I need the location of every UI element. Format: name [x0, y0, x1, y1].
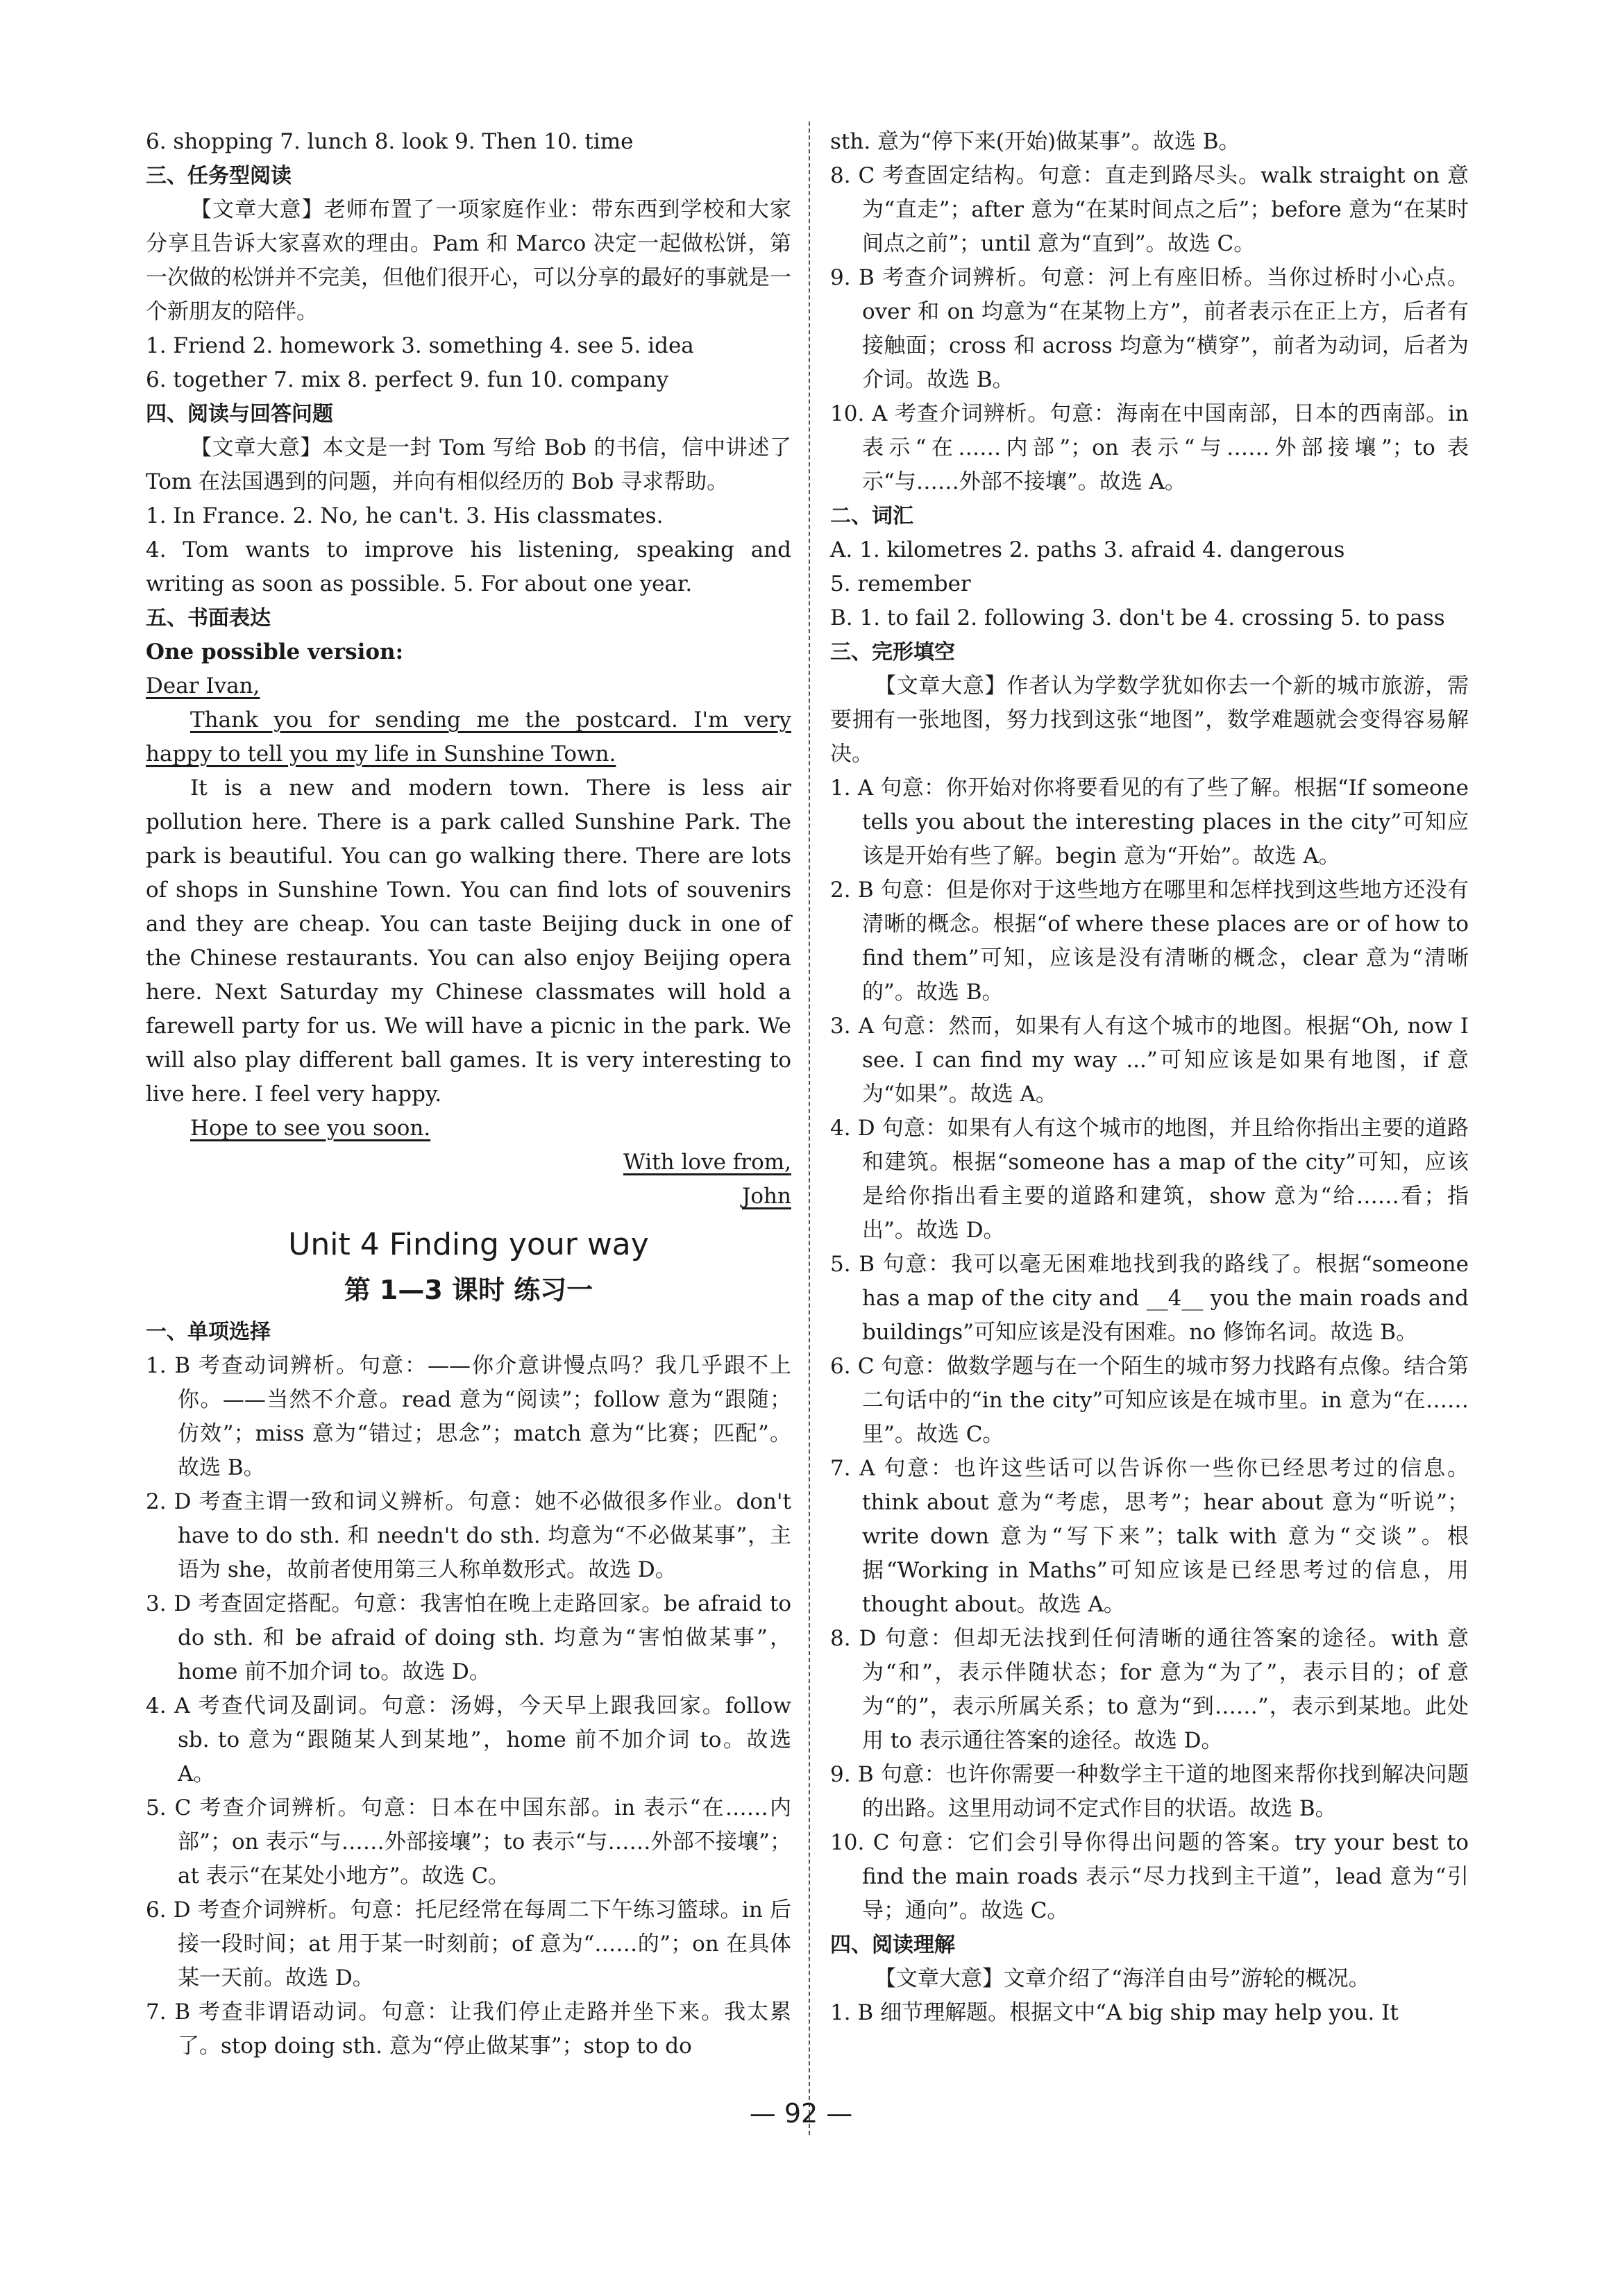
- text-line: 6. together 7. mix 8. perfect 9. fun 10. company: [146, 367, 669, 392]
- section-heading: 四、阅读与回答问题: [146, 402, 333, 426]
- text-line: John: [741, 1184, 791, 1209]
- text-line: 【文章大意】本文是一封 Tom 写给 Bob 的书信，信中讲述了 Tom 在法国遇到的问题，并向有相似经历的 Bob 寻求帮助。: [146, 435, 791, 494]
- text-line: 4. A 考查代词及副词。句意：汤姆，今天早上跟我回家。follow sb. to 意为“跟随某人到某地”，home 前不加介词 to。故选 A。: [146, 1693, 791, 1786]
- text-line: 1. Friend 2. homework 3. something 4. see 5. idea: [146, 333, 694, 358]
- text-line: 5. remember: [830, 571, 971, 596]
- left-column: [146, 125, 791, 2063]
- text-line: 7. B 考查非谓语动词。句意：让我们停止走路并坐下来。我太累了。stop doing sth. 意为“停止做某事”；stop to do: [146, 2000, 791, 2059]
- text-line: It is a new and modern town. There is less air pollution here. There is a park called Sunshine Park. The park is beautiful. You can go walking there. There are lots of shops in Sunshine Town. You can find lots of souvenirs and they are cheap. You can taste Beijing duck in one of the Chinese restaurants. You can also enjoy Beijing opera here. Next Saturday my Chinese classmates will hold a farewell party for us. We will have a picnic in the park. We will also play different ball games. It is very interesting to live here. I feel very happy.: [146, 776, 791, 1107]
- text-line: Hope to see you soon.: [190, 1116, 431, 1141]
- text-line: A. 1. kilometres 2. paths 3. afraid 4. dangerous: [830, 537, 1345, 562]
- section-heading: 二、词汇: [830, 504, 913, 528]
- text-line: 5. C 考查介词辨析。句意：日本在中国东部。in 表示“在……内部”；on 表示“与……外部接壤”；to 表示“与……外部不接壤”；at 表示“在某处小地方”。故选 C。: [146, 1795, 791, 1888]
- section-heading: 五、书面表达: [146, 606, 271, 630]
- text-line: 【文章大意】文章介绍了“海洋自由号”游轮的概况。: [875, 1966, 1370, 1991]
- text-line: 7. A 句意：也许这些话可以告诉你一些你已经思考过的信息。think about 意为“考虑，思考”；hear about 意为“听说”；write down 意为“写下来”；talk with 意为“交谈”。根据“Working in Maths”可知应该是已经思考过的信息，用 thought about。故选 A。: [830, 1456, 1469, 1617]
- text-line: 1. B 细节理解题。根据文中“A big ship may help you. It: [830, 2000, 1399, 2025]
- text-line: sth. 意为“停下来(开始)做某事”。故选 B。: [830, 129, 1240, 154]
- text-line: 4. D 句意：如果有人有这个城市的地图，并且给你指出主要的道路和建筑。根据“someone has a map of the city”可知，应该是给你指出看主要的道路和建筑，show 意为“给……看；指出”。故选 D。: [830, 1116, 1469, 1243]
- text-line: 1. A 句意：你开始对你将要看见的有了些了解。根据“If someone tells you about the interesting places in the city”可知应该是开始有些了解。begin 意为“开始”。故选 A。: [830, 776, 1469, 869]
- text-line: Dear Ivan,: [146, 673, 260, 698]
- text-line: One possible version:: [146, 639, 404, 664]
- text-line: Unit 4 Finding your way: [288, 1227, 649, 1262]
- text-line: 1. B 考查动词辨析。句意：——你介意讲慢点吗？我几乎跟不上你。——当然不介意。read 意为“阅读”；follow 意为“跟随；仿效”；miss 意为“错过；思念”；match 意为“比赛；匹配”。故选 B。: [146, 1353, 791, 1480]
- text-line: 10. C 句意：它们会引导你得出问题的答案。try your best to find the main roads 表示“尽力找到主干道”，lead 意为“引导；通向”。故选 C。: [830, 1830, 1469, 1923]
- text-line: 6. shopping 7. lunch 8. look 9. Then 10. time: [146, 129, 634, 154]
- text-line: 3. D 考查固定搭配。句意：我害怕在晚上走路回家。be afraid to do sth. 和 be afraid of doing sth. 均意为“害怕做某事”，home 前不加介词 to。故选 D。: [146, 1591, 791, 1684]
- text-line: 3. A 句意：然而，如果有人有这个城市的地图。根据“Oh, now I see. I can find my way ...”可知应该是如果有地图，if 意为“如果”。故选 A。: [830, 1014, 1469, 1107]
- text-line: 6. D 考查介词辨析。句意：托尼经常在每周二下午练习篮球。in 后接一段时间；at 用于某一时刻前；of 意为“……的”；on 在具体某一天前。故选 D。: [146, 1897, 791, 1991]
- section-heading: 一、单项选择: [146, 1320, 271, 1344]
- section-heading: 三、完形填空: [830, 640, 955, 664]
- text-line: B. 1. to fail 2. following 3. don't be 4. crossing 5. to pass: [830, 605, 1445, 630]
- column-divider: [809, 121, 810, 2135]
- text-line: 5. B 句意：我可以毫无困难地找到我的路线了。根据“someone has a map of the city and __4__ you the main roads and buildings”可知应该是没有困难。no 修饰名词。故选 B。: [830, 1252, 1469, 1345]
- text-line: 6. C 句意：做数学题与在一个陌生的城市努力找路有点像。结合第二句话中的“in the city”可知应该是在城市里。in 意为“在……里”。故选 C。: [830, 1354, 1469, 1447]
- text-line: 2. D 考查主谓一致和词义辨析。句意：她不必做很多作业。don't have to do sth. 和 needn't do sth. 均意为“不必做某事”，主语为 she，故前者使用第三人称单数形式。故选 D。: [146, 1489, 791, 1582]
- text-line: With love from,: [623, 1150, 791, 1175]
- text-line: 9. B 句意：也许你需要一种数学主干道的地图来帮你找到解决问题的出路。这里用动词不定式作目的状语。故选 B。: [830, 1762, 1469, 1821]
- section-heading: 四、阅读理解: [830, 1933, 955, 1957]
- text-line: 9. B 考查介词辨析。句意：河上有座旧桥。当你过桥时小心点。over 和 on 均意为“在某物上方”，前者表示在正上方，后者有接触面；cross 和 across 均意为“横穿”，前者为动词，后者为介词。故选 B。: [830, 265, 1469, 392]
- text-line: 【文章大意】作者认为学数学犹如你去一个新的城市旅游，需要拥有一张地图，努力找到这张“地图”，数学难题就会变得容易解决。: [830, 673, 1469, 766]
- page-number: — 92 —: [749, 2098, 853, 2129]
- text-line: 2. B 句意：但是你对于这些地方在哪里和怎样找到这些地方还没有清晰的概念。根据“of where these places are or of how to find them”可知，应该是没有清晰的概念，clear 意为“清晰的”。故选 B。: [830, 878, 1469, 1005]
- text-line: Thank you for sending me the postcard. I'm very happy to tell you my life in Sunshine Town.: [146, 707, 791, 766]
- text-line: 10. A 考查介词辨析。句意：海南在中国南部，日本的西南部。in 表示“在……内部”；on 表示“与……外部接壤”；to 表示“与……外部不接壤”。故选 A。: [830, 401, 1469, 494]
- text-line: 8. C 考查固定结构。句意：直走到路尽头。walk straight on 意为“直走”；after 意为“在某时间点之后”；before 意为“在某时间点之前”；until 意为“直到”。故选 C。: [830, 163, 1469, 256]
- text-line: 4. Tom wants to improve his listening, speaking and writing as soon as possible. 5. For about one year.: [146, 537, 791, 596]
- right-column: [830, 125, 1469, 2030]
- text-line: 1. In France. 2. No, he can't. 3. His classmates.: [146, 503, 664, 528]
- text-line: 【文章大意】老师布置了一项家庭作业：带东西到学校和大家分享且告诉大家喜欢的理由。Pam 和 Marco 决定一起做松饼，第一次做的松饼并不完美，但他们很开心，可以分享的最好的事就是一个新朋友的陪伴。: [146, 197, 791, 324]
- text-line: 第 1—3 课时 练习一: [344, 1275, 593, 1305]
- text-line: 8. D 句意：但却无法找到任何清晰的通往答案的途径。with 意为“和”，表示伴随状态；for 意为“为了”，表示目的；of 意为“的”，表示所属关系；to 意为“到……”，表示到某地。此处用 to 表示通往答案的途径。故选 D。: [830, 1626, 1469, 1753]
- section-heading: 三、任务型阅读: [146, 164, 292, 188]
